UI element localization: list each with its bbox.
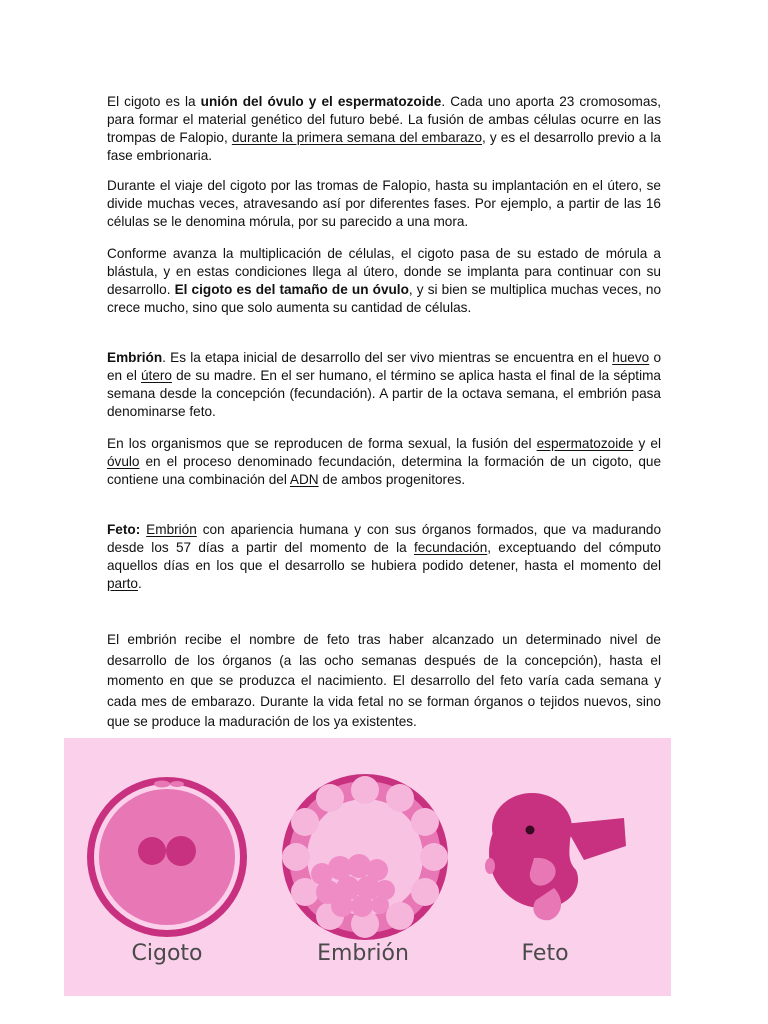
underlined-term: útero [140,368,172,383]
underlined-term: espermatozoide [536,436,634,451]
text-run: . Es la etapa inicial de desarrollo del ser vivo mientras se encuentra en el [162,350,613,365]
text-run: , y es el desarrollo previo a la fase embrionaria. [107,130,661,163]
underlined-term: fecundación [413,540,488,555]
paragraph-cigoto-viaje [107,177,661,231]
text-block-5 [107,435,661,489]
text-run: con apariencia humana y con sus órganos formados, que va madurando desde los 57 días a partir del momento de la [107,522,661,555]
feto-umbilical-cord [564,818,626,860]
underlined-term: huevo [612,350,650,365]
bold-phrase: Embrión [107,350,163,365]
bold-phrase: El cigoto es del tamaño de un óvulo [174,282,409,297]
cigoto-cell [99,789,235,925]
text-run: , exceptuando del cómputo aquellos días en los que el desarrollo se hubiera podido detener, hasta el momento del [107,540,661,573]
embrion-image [282,774,448,940]
caption-feto: Feto [521,941,569,966]
text-block-2 [107,177,661,231]
feto-image [485,793,626,920]
text-run: El embrión recibe el nombre de feto tras haber alcanzado un determinado nivel de desarrollo de los órganos (a las ocho semanas después de la concepción), hasta el momento en que se produzca el nacimiento. El desarrollo del feto varía cada semana y cada mes de embarazo. Durante la vida fetal no se forman órganos o tejidos nuevos, sino que se produce la maduración de los ya existentes. [107,632,661,729]
text-run: Durante el viaje del cigoto por las tromas de Falopio, hasta su implantación en el útero, se divide muchas veces, atravesando así por diferentes fases. Por ejemplo, a partir de las 16 células se le denomina mórula, por su parecido a una mora. [107,178,661,229]
development-stages-illustration [64,738,671,996]
text-run: de su madre. En el ser humano, el término se aplica hasta el final de la séptima semana desde la concepción (fecundación). A partir de la octava semana, el embrión pasa denominarse feto. [107,368,661,419]
underlined-term: Embrión [146,522,197,537]
bold-phrase: Feto: [107,522,141,537]
text-run: y el [633,436,661,451]
text-run: o en el [107,350,662,383]
bold-phrase: unión del óvulo y el espermatozoide [200,94,442,109]
underlined-term: parto [107,576,138,591]
text-block-4 [107,349,661,421]
cigoto-pronucleus-2 [166,836,196,866]
paragraph-embrion-definicion [107,349,661,421]
paragraph-feto-desarrollo [107,630,661,733]
text-run: , y si bien se multiplica muchas veces, no crece mucho, sino que solo aumenta su cantidad de células. [107,282,661,315]
text-block-6 [107,521,661,593]
cigoto-polar-body-1 [154,781,170,788]
text-run: en el proceso denominado fecundación, determina la formación de un cigoto, que contiene una combinación del [107,454,661,487]
text-run: El cigoto es la [107,94,201,109]
text-run: . [137,576,142,591]
feto-tail [485,858,495,874]
text-run: En los organismos que se reproducen de forma sexual, la fusión del [107,436,537,451]
cigoto-image [87,777,247,937]
underlined-term: durante la primera semana del embarazo [231,130,483,145]
feto-eye [526,826,535,835]
paragraph-cigoto-intro [107,93,661,165]
text-run: de ambos progenitores. [318,472,466,487]
caption-cigoto: Cigoto [131,941,203,966]
underlined-term: ADN [289,472,319,487]
text-block-1 [107,93,661,165]
paragraph-fecundacion [107,435,661,489]
text-run: . Cada uno aporta 23 cromosomas, para formar el material genético del futuro bebé. La fusión de ambas células ocurre en las trompas de Falopio, [107,94,662,145]
paragraph-cigoto-multiplicacion [107,245,661,317]
cigoto-polar-body-2 [170,781,184,787]
caption-embrion: Embrión [317,941,409,966]
underlined-term: óvulo [107,454,140,469]
paragraph-feto-definicion [107,521,661,593]
text-run: Conforme avanza la multiplicación de células, el cigoto pasa de su estado de mórula a blástula, y en estas condiciones llega al útero, donde se implanta para continuar con su desarrollo. [107,246,661,297]
text-block-3 [107,245,661,317]
text-block-7 [107,630,661,733]
cigoto-pronucleus-1 [138,837,166,865]
